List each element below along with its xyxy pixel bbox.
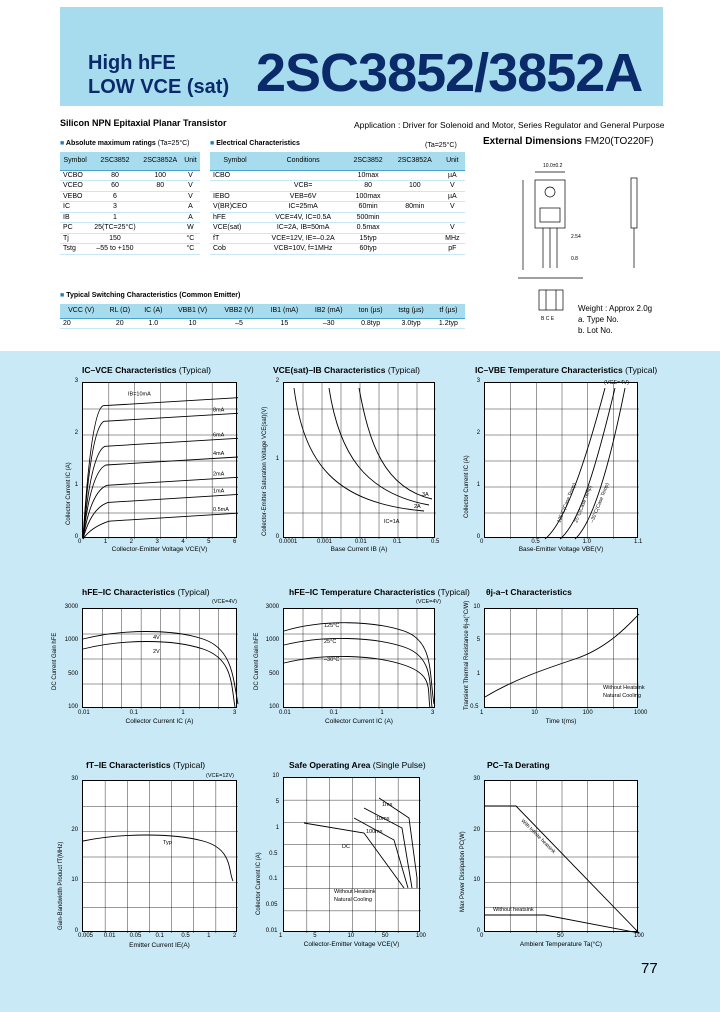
chart6-xtick: 1000 — [634, 710, 648, 716]
switching-cell: 10 — [169, 318, 215, 329]
curve-label: 2mA — [213, 471, 225, 478]
curve-label: 8mA — [213, 407, 225, 414]
chart1-plot — [82, 382, 237, 538]
chart6-ytick: 5 — [476, 637, 481, 644]
switching-cell: 1.2typ — [432, 318, 465, 329]
abs-max-cell — [140, 212, 181, 223]
abs-max-cell — [140, 191, 181, 202]
chart9-ytick: 20 — [473, 826, 481, 833]
chart6-plot — [484, 608, 645, 708]
curve-label: 125°C(Case Temp) — [556, 482, 578, 524]
external-dimensions-title: External Dimensions FM20(TO220F) — [483, 136, 654, 147]
elec-row — [210, 244, 465, 255]
chart8-xtick: 5 — [313, 933, 317, 939]
chart7-ytick: 30 — [71, 776, 79, 782]
chart4-xtick: 3 — [233, 710, 237, 716]
chart8-ytick: 1 — [275, 824, 280, 831]
abs-max-cell: V — [181, 170, 200, 181]
curve-label: 1ms — [382, 802, 393, 808]
elec-row — [210, 181, 465, 192]
elec-cell: MHz — [440, 233, 465, 244]
chart4-ylabel: DC Current Gain hFE — [52, 632, 58, 690]
chart5-xtick: 1 — [380, 710, 384, 716]
abs-max-col-header: 2SC3852 — [90, 152, 139, 170]
elec-cell: V — [440, 181, 465, 192]
chart7-xtick: 2 — [233, 933, 237, 939]
chart2-xtick: 0.5 — [431, 539, 440, 545]
curve-label: 1mA — [213, 488, 225, 495]
chart4-ytick: 100 — [68, 704, 79, 710]
abs-max-table — [60, 152, 200, 255]
abs-max-cell: W — [181, 223, 200, 234]
curve-label: 4V — [153, 635, 160, 641]
chart1-ytick: 1 — [74, 482, 79, 488]
chart1-xtick: 2 — [129, 539, 133, 545]
chart4-xtick: 1 — [181, 710, 185, 716]
elec-cell: V — [440, 202, 465, 213]
page-number: 77 — [641, 960, 658, 977]
chart3-ytick: 3 — [476, 378, 481, 384]
abs-max-row — [60, 244, 200, 255]
chart9-xlabel: Ambient Temperature Ta(°C) — [519, 941, 603, 948]
switching-row — [60, 318, 465, 329]
abs-max-cell: 150 — [90, 233, 139, 244]
chart8-xtick: 10 — [347, 933, 355, 939]
abs-max-cell: A — [181, 202, 200, 213]
abs-max-row — [60, 223, 200, 234]
curve-label: 125°C — [324, 623, 340, 629]
chart8-ytick: 0.01 — [265, 928, 278, 934]
chart5-title: hFE–IC Temperature Characteristics (Typical) — [289, 587, 470, 597]
abs-max-cell — [140, 233, 181, 244]
chart9-ytick: 30 — [473, 776, 481, 782]
chart3-condition: (VCE=4V) — [604, 380, 629, 386]
abs-max-cell: VEBO — [60, 191, 90, 202]
package-notes: Weight : Approx 2.0g a. Type No. b. Lot No. — [578, 304, 653, 335]
abs-max-cell: IC — [60, 202, 90, 213]
chart2-xtick: 0.1 — [393, 539, 402, 545]
chart1-xlabel: Collector-Emitter Voltage VCE(V) — [111, 546, 208, 553]
elec-cell: fT — [210, 233, 260, 244]
chart8-xtick: 1 — [279, 933, 283, 939]
chart7-xtick: 0.1 — [155, 933, 164, 939]
curve-label: 25°C — [324, 639, 337, 645]
chart3-ytick: 0 — [476, 534, 481, 540]
elec-cell: VEB=6V — [260, 191, 346, 202]
switching-col-header: ton (µs) — [351, 304, 390, 318]
elec-cell — [260, 170, 346, 181]
chart1-ytick: 3 — [74, 378, 79, 384]
elec-cell: 500min — [346, 212, 390, 223]
switching-cell: 3.0typ — [390, 318, 431, 329]
elec-col-header: Conditions — [260, 152, 346, 170]
chart8-ytick: 10 — [272, 773, 280, 779]
elec-row — [210, 212, 465, 223]
chart6-ytick: 0.5 — [470, 704, 479, 710]
chart1-xtick: 4 — [181, 539, 185, 545]
elec-cell: µA — [440, 191, 465, 202]
elec-cell: 10max — [346, 170, 390, 181]
chart4-ytick: 1000 — [64, 637, 79, 644]
curve-label: 4mA — [213, 451, 225, 457]
chart5-plot — [283, 608, 435, 708]
chart8-xtick: 100 — [416, 933, 427, 939]
abs-max-cell: 3 — [90, 202, 139, 213]
chart9-xtick: 100 — [634, 933, 645, 939]
soa-curve — [304, 823, 404, 888]
curve-label: 100ms — [366, 829, 383, 835]
curve-label: 3A — [422, 492, 429, 498]
elec-cell: VCE(sat) — [210, 223, 260, 234]
chart8-xlabel: Collector-Emitter Voltage VCE(V) — [303, 941, 400, 948]
switching-cell: –5 — [216, 318, 262, 329]
elec-cell: VCB=10V, f=1MHz — [260, 244, 346, 255]
abs-max-cell — [140, 223, 181, 234]
vcesat-curve — [359, 388, 432, 499]
chart2-ytick: 0 — [275, 534, 280, 540]
chart8-ytick: 0.05 — [265, 902, 278, 909]
curve-label: With Infinite heatsink — [519, 818, 557, 856]
curve-label: 0.5mA — [213, 507, 229, 514]
chart3-plot — [484, 382, 638, 538]
chart4-ytick: 3000 — [64, 604, 79, 610]
abs-max-col-header: 2SC3852A — [140, 152, 181, 170]
abs-max-row — [60, 181, 200, 192]
chart5-ytick: 500 — [269, 670, 280, 677]
elec-cell: IC=25mA — [260, 202, 346, 213]
abs-max-row — [60, 212, 200, 223]
chart3-ylabel: Collector Current IC (A) — [464, 455, 470, 518]
chart8-ytick: 5 — [275, 798, 280, 805]
abs-max-cell: IB — [60, 212, 90, 223]
abs-max-cell: 80 — [90, 170, 139, 181]
abs-max-col-header: Unit — [181, 152, 200, 170]
elec-cell: VCE=12V, IE=–0.2A — [260, 233, 346, 244]
chart5-ytick: 100 — [269, 704, 280, 710]
chart7-xlabel: Emitter Current IE(A) — [129, 942, 190, 949]
chart6-ylabel: Transient Thermal Resistance θj-a(°C/W) — [464, 600, 470, 710]
chart6-xtick: 100 — [582, 710, 593, 716]
chart1-title: IC–VCE Characteristics (Typical) — [82, 365, 211, 375]
chart4-ytick: 500 — [68, 670, 79, 677]
chart9-xtick: 50 — [557, 933, 564, 939]
abs-max-heading: ■ Absolute maximum ratings (Ta=25°C) — [60, 140, 190, 147]
abs-max-cell — [140, 202, 181, 213]
elec-cell: 100max — [346, 191, 390, 202]
svg-text:B C E: B C E — [541, 316, 555, 322]
title-banner — [60, 7, 663, 106]
abs-max-cell: °C — [181, 233, 200, 244]
switching-col-header: RL (Ω) — [102, 304, 137, 318]
chart4-condition: (VCE=4V) — [212, 599, 237, 605]
elec-cell: Cob — [210, 244, 260, 255]
chart7-xtick: 0.01 — [103, 933, 116, 939]
elec-cell: pF — [440, 244, 465, 255]
elec-cell: 0.5max — [346, 223, 390, 234]
switching-heading: ■ Typical Switching Characteristics (Common Emitter) — [60, 292, 241, 299]
abs-max-row — [60, 191, 200, 202]
switching-col-header: VCC (V) — [60, 304, 102, 318]
elec-row — [210, 202, 465, 213]
elec-heading: ■ Electrical Characteristics — [210, 140, 300, 147]
curve-label: 25°C(Case Temp) — [573, 484, 594, 524]
elec-cond: (Ta=25°C) — [425, 142, 457, 149]
svg-text:0.8: 0.8 — [571, 256, 578, 262]
elec-col-header: Unit — [440, 152, 465, 170]
chart3-xtick: 1.0 — [582, 539, 591, 545]
elec-table — [210, 152, 465, 255]
elec-cell: 80 — [346, 181, 390, 192]
chart4-xtick: 0.1 — [129, 710, 138, 716]
chart7-xtick: 1 — [207, 933, 211, 939]
subtitle-line1: High hFE — [88, 52, 176, 74]
chart5-ytick: 1000 — [265, 637, 280, 644]
elec-cell: IEBO — [210, 191, 260, 202]
abs-max-cell: –55 to +150 — [90, 244, 139, 255]
chart3-xtick: 0.5 — [531, 539, 540, 545]
switching-col-header: IC (A) — [137, 304, 169, 318]
chart1-xtick: 6 — [233, 539, 237, 545]
elec-col-header: Symbol — [210, 152, 260, 170]
elec-cell — [210, 181, 260, 192]
abs-max-row — [60, 202, 200, 213]
chart4-plot — [82, 608, 237, 708]
elec-row — [210, 233, 465, 244]
chart4-xtick: 0.01 — [78, 710, 90, 716]
chart9-xtick: 0 — [480, 933, 484, 939]
curve-label: 6mA — [213, 432, 225, 439]
elec-cell: 80min — [390, 202, 440, 213]
chart5-ylabel: DC Current Gain hFE — [254, 632, 260, 690]
chart9-plot — [484, 780, 638, 932]
elec-row — [210, 191, 465, 202]
application-text: Application : Driver for Solenoid and Motor, Series Regulator and General Purpose — [354, 120, 665, 130]
chart8-xtick: 50 — [381, 933, 389, 939]
hfe-temp-curve — [284, 638, 432, 707]
curve-label: DC — [342, 844, 350, 850]
elec-row — [210, 223, 465, 234]
chart8-ylabel: Collector Current IC (A) — [256, 852, 262, 915]
switching-cell: –30 — [307, 318, 351, 329]
chart2-xtick: 0.001 — [317, 539, 333, 545]
chart8-title: Safe Operating Area (Single Pulse) — [289, 760, 426, 770]
chart4-xlabel: Collector Current IC (A) — [125, 718, 194, 725]
chart6-ytick: 10 — [473, 604, 481, 610]
abs-max-cell: °C — [181, 244, 200, 255]
chart5-condition: (VCE=4V) — [416, 599, 441, 605]
curve-label: Typ — [163, 840, 172, 846]
switching-col-header: IB2 (mA) — [307, 304, 351, 318]
abs-max-cell: Tj — [60, 233, 90, 244]
switching-cell: 20 — [102, 318, 137, 329]
elec-cell — [440, 212, 465, 223]
chart2-title: VCE(sat)–IB Characteristics (Typical) — [273, 365, 420, 375]
elec-cell: 60min — [346, 202, 390, 213]
elec-cell: V — [440, 223, 465, 234]
switching-col-header: VBB2 (V) — [216, 304, 262, 318]
chart4-title: hFE–IC Characteristics (Typical) — [82, 587, 210, 597]
curve-label: Without heatsink — [493, 907, 534, 913]
elec-cell: VCB= — [260, 181, 346, 192]
abs-max-cell: V — [181, 181, 200, 192]
abs-max-cell: A — [181, 212, 200, 223]
elec-cell: 100 — [390, 181, 440, 192]
switching-cell: 20 — [60, 318, 102, 329]
device-description: Silicon NPN Epitaxial Planar Transistor — [60, 118, 227, 128]
abs-max-cell: V — [181, 191, 200, 202]
chart5-xtick: 0.1 — [329, 710, 338, 716]
chart1-xtick: 5 — [207, 539, 211, 545]
elec-cell: 60typ — [346, 244, 390, 255]
elec-cell: VCE=4V, IC=0.5A — [260, 212, 346, 223]
abs-max-row — [60, 170, 200, 181]
elec-cell: µA — [440, 170, 465, 181]
elec-cell: V(BR)CEO — [210, 202, 260, 213]
chart2-plot — [283, 382, 435, 538]
chart-note: Without Heatsink — [334, 889, 376, 895]
chart9-title: PC–Ta Derating — [487, 760, 550, 770]
chart5-xtick: 0.01 — [279, 710, 291, 716]
chart9-ytick: 0 — [476, 928, 481, 934]
switching-cell: 0.8typ — [351, 318, 390, 329]
chart2-xlabel: Base Current IB (A) — [330, 546, 388, 553]
chart3-xtick: 0 — [480, 539, 484, 545]
elec-cell — [390, 191, 440, 202]
chart9-ytick: 10 — [473, 877, 481, 884]
chart3-xtick: 1.1 — [634, 539, 643, 545]
chart7-ytick: 20 — [71, 826, 79, 833]
elec-cell: IC=2A, IB=50mA — [260, 223, 346, 234]
svg-text:2.54: 2.54 — [571, 234, 581, 240]
switching-col-header: IB1 (mA) — [262, 304, 306, 318]
svg-text:10.0±0.2: 10.0±0.2 — [543, 163, 563, 169]
chart3-title: IC–VBE Temperature Characteristics (Typical) — [475, 365, 658, 375]
chart3-ytick: 2 — [476, 430, 481, 436]
chart2-ytick: 1 — [275, 456, 280, 462]
abs-max-cell: PC — [60, 223, 90, 234]
chart8-plot — [283, 777, 420, 932]
chart7-ytick: 0 — [74, 928, 79, 934]
elec-row — [210, 170, 465, 181]
vcesat-curve — [294, 388, 424, 511]
chart2-ytick: 2 — [275, 378, 280, 384]
abs-max-cell: Tstg — [60, 244, 90, 255]
curve-label: 2A — [414, 504, 421, 510]
switching-col-header: tstg (µs) — [390, 304, 431, 318]
curve-label: 10ms — [376, 816, 390, 822]
switching-cell: 15 — [262, 318, 306, 329]
chart8-ytick: 0.5 — [269, 850, 278, 857]
switching-cell: 1.0 — [137, 318, 169, 329]
switching-table — [60, 304, 465, 329]
chart-note: Natural Cooling — [603, 693, 641, 699]
chart8-ytick: 0.1 — [269, 876, 278, 883]
abs-max-col-header: Symbol — [60, 152, 90, 170]
elec-cell — [390, 170, 440, 181]
elec-cell — [390, 223, 440, 234]
chart7-xtick: 0.005 — [78, 933, 94, 939]
abs-max-cell: 6 — [90, 191, 139, 202]
chart2-ylabel: Collector-Emitter Saturation Voltage VCE(sat)(V) — [262, 406, 268, 536]
chart1-ytick: 0 — [74, 534, 79, 540]
curve-label: IC=1A — [384, 519, 400, 525]
chart7-ylabel: Gain-Bandwidth Product fT(MHz) — [58, 841, 64, 930]
abs-max-cell: 25(TC=25°C) — [90, 223, 139, 234]
abs-max-cell — [140, 244, 181, 255]
curve-label: 2V — [153, 649, 160, 655]
chart6-title: θj-a–t Characteristics — [486, 587, 572, 597]
hfe-temp-curve — [284, 623, 434, 704]
elec-cell: ICBO — [210, 170, 260, 181]
abs-max-cell: 60 — [90, 181, 139, 192]
switching-col-header: VBB1 (V) — [169, 304, 215, 318]
chart1-xtick: 0 — [78, 539, 82, 545]
chart5-xtick: 3 — [431, 710, 435, 716]
chart6-xlabel: Time t(ms) — [545, 718, 577, 725]
chart9-ylabel: Max Power Dissipation PC(W) — [460, 831, 466, 912]
subtitle-line2: LOW VCE (sat) — [88, 76, 230, 98]
elec-cell — [390, 233, 440, 244]
elec-col-header: 2SC3852 — [346, 152, 390, 170]
chart1-xtick: 3 — [155, 539, 159, 545]
chart6-xtick: 1 — [480, 710, 484, 716]
elec-cell: hFE — [210, 212, 260, 223]
hfe-temp-curve — [284, 656, 430, 708]
elec-cell — [390, 244, 440, 255]
switching-col-header: tf (µs) — [432, 304, 465, 318]
chart6-ytick: 1 — [476, 670, 481, 677]
abs-max-cell: VCBO — [60, 170, 90, 181]
chart2-xtick: 0.01 — [355, 539, 367, 545]
chart7-title: fT–IE Characteristics (Typical) — [86, 760, 206, 770]
chart5-ytick: 3000 — [265, 604, 280, 610]
chart6-xtick: 10 — [531, 710, 539, 716]
abs-max-cell: 1 — [90, 212, 139, 223]
abs-max-row — [60, 233, 200, 244]
chart7-plot — [82, 780, 237, 932]
chart7-xtick: 0.05 — [129, 933, 142, 939]
chart1-ytick: 2 — [74, 430, 79, 436]
curve-label: –30°C(Case Temp) — [589, 482, 611, 524]
chart7-condition: (VCE=12V) — [206, 773, 234, 779]
abs-max-cell: VCEO — [60, 181, 90, 192]
chart7-xtick: 0.5 — [181, 933, 190, 939]
elec-col-header: 2SC3852A — [390, 152, 440, 170]
chart-note: Without Heatsink — [603, 685, 645, 691]
chart5-xlabel: Collector Current IC (A) — [325, 718, 393, 725]
chart1-ylabel: Collector Current IC (A) — [66, 462, 72, 525]
elec-cell — [390, 212, 440, 223]
ft-curve — [83, 835, 233, 881]
curve-label: –30°C — [324, 657, 340, 663]
chart-note: Natural Cooling — [334, 897, 372, 903]
chart1-xtick: 1 — [103, 539, 108, 545]
abs-max-cell: 100 — [140, 170, 181, 181]
chart3-xlabel: Base-Emitter Voltage VBE(V) — [518, 546, 604, 553]
abs-max-cell: 80 — [140, 181, 181, 192]
chart3-ytick: 1 — [476, 482, 481, 488]
curve-label: IB=10mA — [128, 391, 151, 398]
chart2-xtick: 0.0001 — [279, 539, 298, 545]
elec-cell: 15typ — [346, 233, 390, 244]
chart7-ytick: 10 — [71, 877, 79, 884]
part-number: 2SC3852/3852A — [256, 43, 643, 103]
